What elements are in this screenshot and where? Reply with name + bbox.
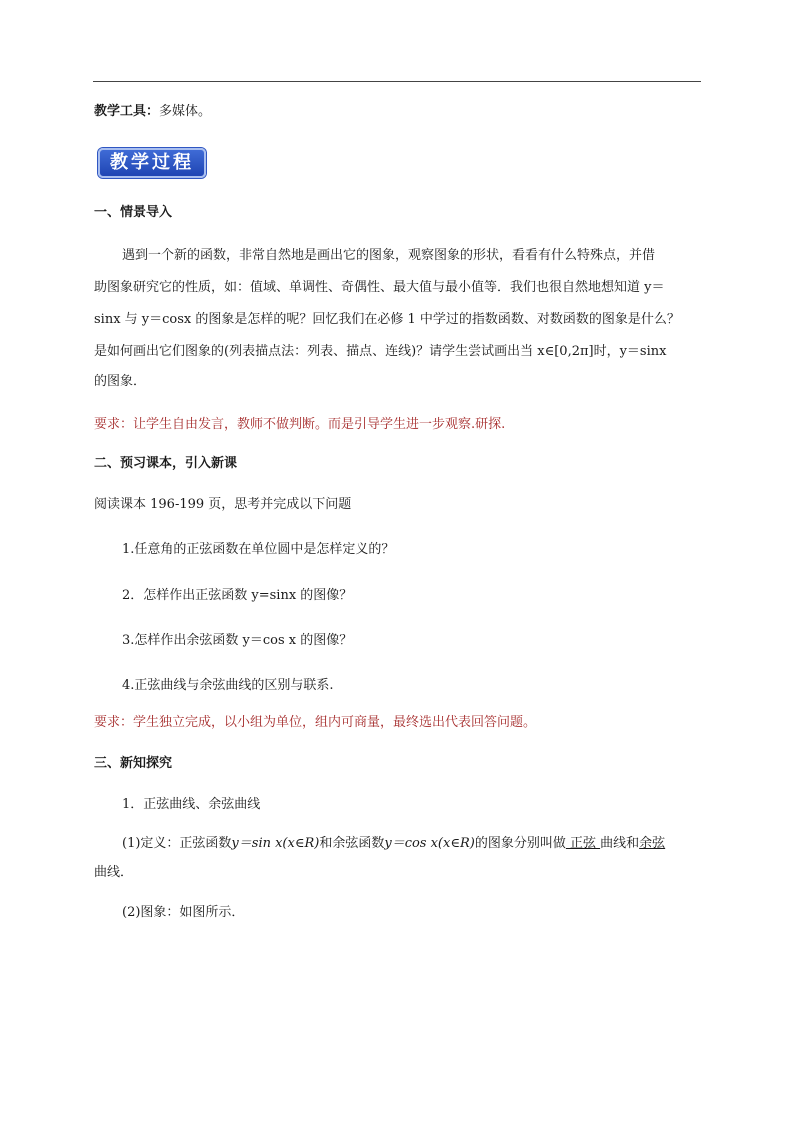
teaching-tools-line [94,102,702,122]
sine-formula: y＝sin x(x∈R) [231,836,320,851]
definition-prefix: (1)定义：正弦函数 [122,836,232,851]
definition-join: 曲线和 [600,836,640,851]
question-1: 1.任意角的正弦函数在单位圆中是怎样定义的？ [122,542,395,557]
definition-continuation: 曲线． [94,865,134,880]
definition-text: 的图象分别叫做 [474,836,566,851]
question-3: 3.怎样作出余弦函数 y＝cos x 的图像？ [122,633,353,648]
section3-sub1: 1．正弦曲线、余弦曲线 [122,797,261,812]
definition-line [122,834,730,854]
graph-line: (2)图象：如图所示． [122,905,245,920]
section1-heading: 一、情景导入 [94,205,173,220]
section2-requirement: 要求：学生独立完成，以小组为单位，组内可商量，最终选出代表回答问题。 [94,715,537,730]
blank-sine: 正弦 [565,836,601,851]
section2-intro: 阅读课本 196-199 页，思考并完成以下问题 [94,497,352,512]
teaching-process-banner: 教学过程 [98,148,206,178]
section1-para-line-4: 是如何画出它们图象的(列表描点法：列表、描点、连线)？请学生尝试画出当 x∈[0,2π]时，y＝sinx [94,344,667,359]
question-4: 4.正弦曲线与余弦曲线的区别与联系. [122,678,334,693]
cosine-formula: y＝cos x(x∈R) [384,836,475,851]
section3-heading: 三、新知探究 [94,756,173,771]
section1-para-line-3: sinx 与 y＝cosx 的图象是怎样的呢？回忆我们在必修 1 中学过的指数函数、对数函数的图象是什么？ [94,312,680,327]
section1-requirement: 要求：让学生自由发言，教师不做判断。而是引导学生进一步观察.研探. [94,417,506,432]
section1-para-line-5: 的图象． [94,374,147,389]
definition-middle: 和余弦函数 [319,836,385,851]
teaching-tools-value: 多媒体。 [159,104,212,119]
header-rule [93,81,701,82]
section2-heading: 二、预习课本，引入新课 [94,456,238,471]
teaching-tools-label: 教学工具： [94,104,160,119]
section1-para-line-2: 助图象研究它的性质，如：值域、单调性、奇偶性、最大值与最小值等．我们也很自然地想知道 y＝ [94,280,665,295]
question-2: 2．怎样作出正弦函数 y=sinx 的图像？ [122,588,353,603]
blank-cosine: 余弦 [639,836,666,851]
section1-para-line-1: 遇到一个新的函数，非常自然地是画出它的图象，观察图象的形状，看看有什么特殊点，并借 [122,248,656,263]
